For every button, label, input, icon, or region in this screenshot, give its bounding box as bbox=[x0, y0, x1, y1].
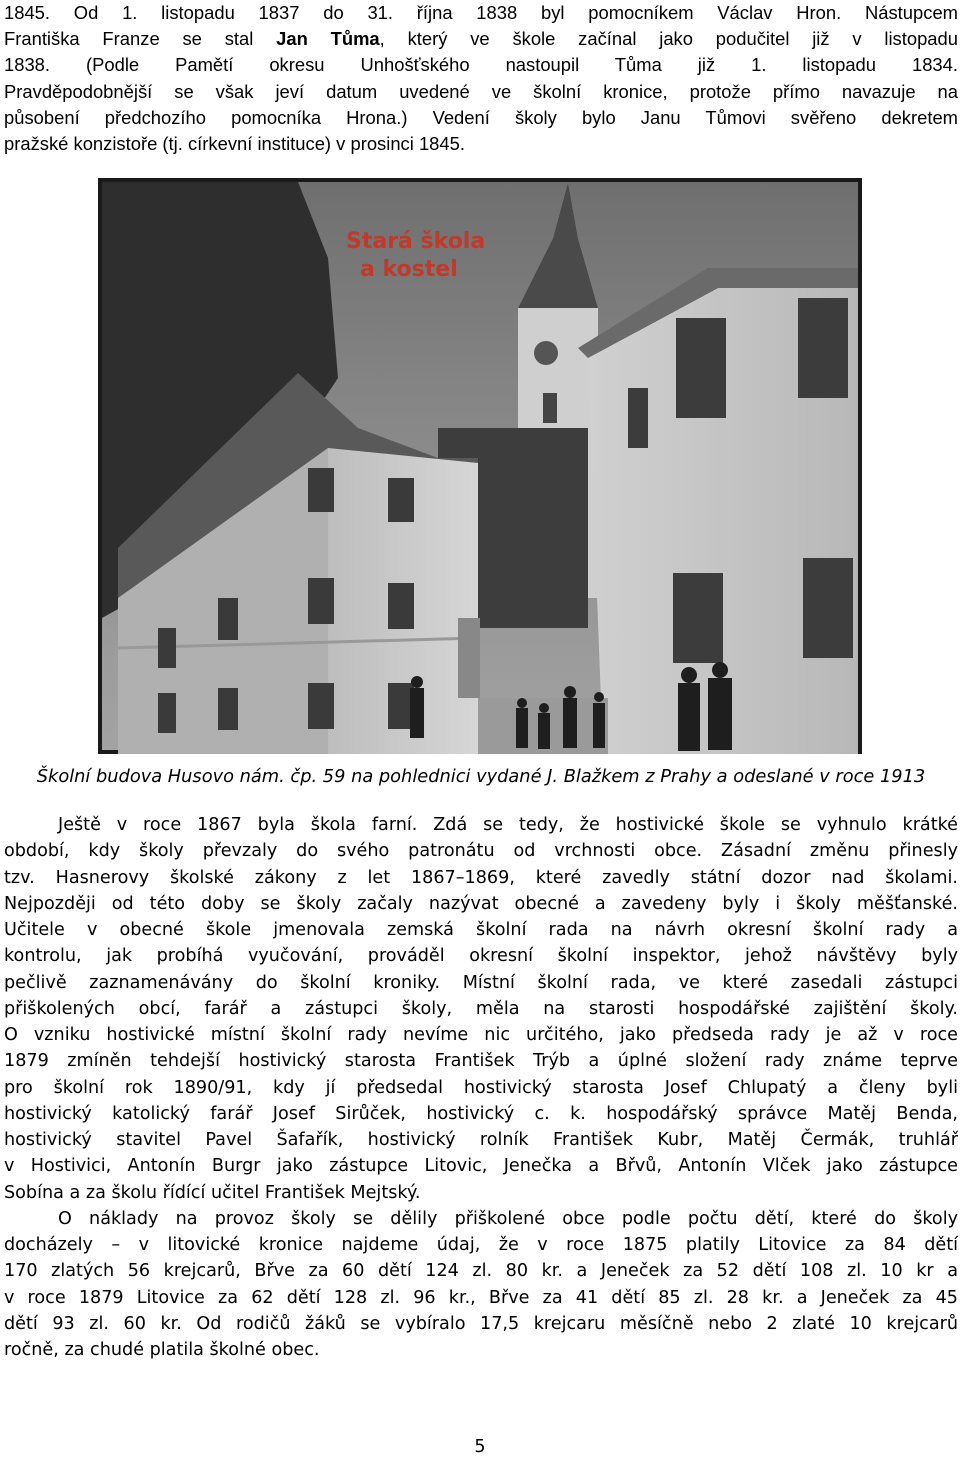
photo-caption: Školní budova Husovo nám. čp. 59 na pohlednici vydané J. Blažkem z Prahy a odeslané v roce 1913 bbox=[36, 766, 926, 787]
body-line: 170 zlatých 56 krejcarů, Břve za 60 dětí 124 zl. 80 kr. a Jeneček za 52 dětí 108 zl. 10 kr a bbox=[4, 1261, 958, 1282]
intro-line-with-name bbox=[4, 26, 958, 52]
body-line: Učitele v obecné škole jmenovala zemská školní rada na návrh okresní školní rady a bbox=[4, 920, 958, 940]
intro-line: působení předchozího pomocníka Hrona.) Vedení školy bylo Janu Tůmovi svěřeno dekretem bbox=[4, 106, 958, 128]
body-line: Sobína a za školu řídící učitel František Mejtský. bbox=[4, 1182, 421, 1203]
body-paragraphs bbox=[4, 812, 958, 1363]
intro-line: pražské konzistoře (tj. církevní instituce) v prosinci 1845. bbox=[4, 133, 465, 155]
historic-postcard-photo bbox=[98, 178, 862, 754]
page-number: 5 bbox=[474, 1437, 486, 1457]
body-line: dětí 93 zl. 60 kr. Od rodičů žáků se vybíralo 17,5 krejcaru měsíčně nebo 2 zlaté 10 krejcarů bbox=[4, 1313, 958, 1334]
body-line: kontrolu, jak probíhá vyučování, prováděl okresní školní inspektor, jehož návštěvy byly bbox=[4, 946, 958, 967]
body-line: v Hostivici, Antonín Burgr jako zástupce Litovic, Jenečka a Břvů, Antonín Vlček jako zástupce bbox=[4, 1156, 958, 1177]
intro-line: 1838. (Podle Pamětí okresu Unhošťského nastoupil Tůma již 1. listopadu 1834. bbox=[4, 54, 958, 76]
body-line: O vzniku hostivické místní školní rady nevíme nic určitého, jako předseda rady je až v roce bbox=[4, 1025, 958, 1045]
intro-line-suffix: , který ve škole začínal jako podučitel již v listopadu bbox=[379, 28, 958, 50]
intro-line: Pravděpodobnější se však jeví datum uvedené ve školní kronice, protože přímo navazuje na bbox=[4, 80, 958, 102]
intro-line: 1845. Od 1. listopadu 1837 do 31. října 1838 byl pomocníkem Václav Hron. Nástupcem bbox=[4, 2, 958, 23]
body-line: hostivický katolický farář Josef Sirůček, hostivický c. k. hospodářský správce Matěj Benda, bbox=[4, 1103, 958, 1124]
body-line: hostivický stavitel Pavel Šafařík, hostivický rolník František Kubr, Matěj Čermák, truhlář bbox=[4, 1130, 958, 1150]
church-clock bbox=[534, 341, 558, 365]
body-line: tzv. Hasnerovy školské zákony z let 1867–1869, které zavedly státní dozor nad školami. bbox=[4, 867, 958, 888]
body-line: docházely – v litovické kronice najdeme údaj, že v roce 1875 platily Litovice za 84 dětí bbox=[4, 1235, 958, 1255]
body-line: pečlivě zaznamenávány do školní kroniky. Místní školní rada, ve které zasedali zástupci bbox=[4, 972, 958, 993]
postcard-title-line2: a kostel bbox=[360, 257, 458, 282]
body-line: přiškolených obcí, farář a zástupci školy, měla na starosti hospodářské zajištění školy. bbox=[4, 998, 958, 1019]
body-line: období, kdy školy převzaly do svého patronátu od vrchnosti obce. Zásadní změnu přinesly bbox=[4, 841, 958, 862]
intro-line-prefix: Františka Franze se stal bbox=[4, 28, 277, 50]
body-line: v roce 1879 Litovice za 62 dětí 128 zl. 96 kr., Břve za 41 dětí 85 zl. 28 kr. a Jeneček za 45 bbox=[4, 1287, 958, 1308]
body-line: Nejpozději od této doby se školy začaly nazývat obecné a zavedeny byly i školy měšťanské. bbox=[4, 893, 958, 914]
body-line: 1879 zmíněn tehdejší hostivický starosta František Trýb a úplné složení rady známe teprve bbox=[4, 1051, 958, 1072]
postcard-title-line1: Stará škola bbox=[346, 229, 486, 254]
postcard-illustration bbox=[98, 178, 862, 754]
intro-paragraph bbox=[4, 0, 958, 157]
person-name-jan-tuma: Jan Tůma bbox=[276, 28, 380, 50]
body-line: O náklady na provoz školy se dělily přiškolené obce podle počtu dětí, které do školy bbox=[58, 1208, 958, 1229]
church-window bbox=[543, 393, 557, 423]
body-line: pro školní rok 1890/91, kdy jí předsedal hostivický starosta Josef Chlupatý a členy byli bbox=[4, 1077, 958, 1098]
body-line: ročně, za chudé platila školné obec. bbox=[4, 1340, 320, 1360]
monument bbox=[458, 618, 480, 698]
body-line: Ještě v roce 1867 byla škola farní. Zdá se tedy, že hostivické škole se vyhnulo krátké bbox=[58, 815, 958, 835]
